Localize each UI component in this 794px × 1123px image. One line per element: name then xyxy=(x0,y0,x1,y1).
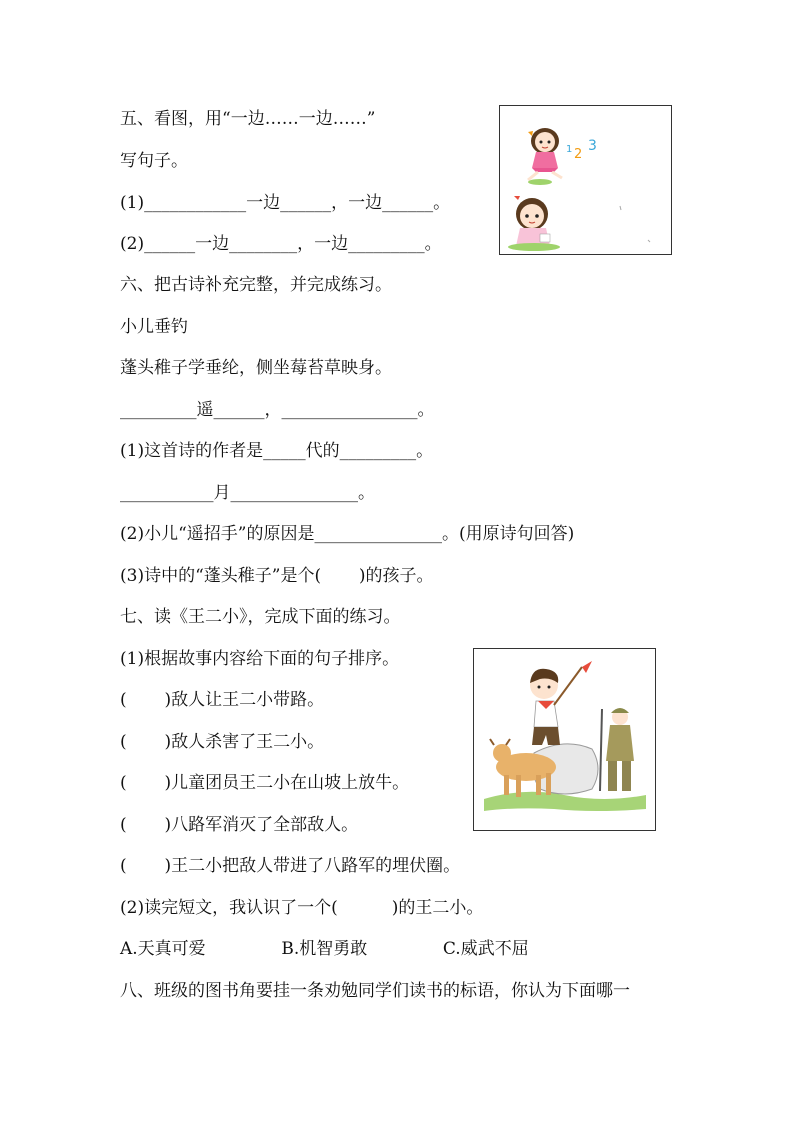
section7-title: 七、读《王二小》，完成下面的练习。 xyxy=(120,607,401,627)
section5-question1: (1)____________一边______，一边______。 xyxy=(120,193,451,213)
figure-wang-erxiao-picture xyxy=(473,648,656,831)
order-item-4: ( )八路军消灭了全部敌人。 xyxy=(120,815,359,835)
section8-title: 八、班级的图书角要挂一条劝勉同学们读书的标语，你认为下面哪一 xyxy=(120,981,630,1001)
girls-illustration xyxy=(500,106,671,254)
section6-question3: (3)诗中的“蓬头稚子”是个( )的孩子。 xyxy=(120,566,434,586)
wang-erxiao-illustration xyxy=(474,649,655,830)
poem-title: 小儿垂钓 xyxy=(120,317,188,337)
section7-question2: (2)读完短文，我认识了一个( )的王二小。 xyxy=(120,898,484,918)
order-item-3: ( )儿童团员王二小在山坡上放牛。 xyxy=(120,773,410,793)
section6-question1-line1: (1)这首诗的作者是_____代的_________。 xyxy=(120,441,434,461)
section6-question2: (2)小儿“遥招手”的原因是_______________。(用原诗句回答) xyxy=(120,524,575,544)
poem-line2: _________遥______，________________。 xyxy=(120,400,435,420)
order-item-5: ( )王二小把敌人带进了八路军的埋伏圈。 xyxy=(120,856,461,876)
section5-title-line1: 五、看图，用“一边……一边……” xyxy=(120,109,376,129)
digit-1: 1 xyxy=(566,144,573,155)
section5-title-line2: 写句子。 xyxy=(120,151,188,171)
digit-2: 2 xyxy=(574,147,583,162)
section7-options: A.天真可爱 B.机智勇敢 C.威武不屈 xyxy=(120,939,529,959)
section7-question1: (1)根据故事内容给下面的句子排序。 xyxy=(120,649,400,669)
poem-line1: 蓬头稚子学垂纶，侧坐莓苔草映身。 xyxy=(120,358,392,378)
figure-girls-picture xyxy=(499,105,672,255)
order-item-1: ( )敌人让王二小带路。 xyxy=(120,690,325,710)
section6-question1-line2: ___________月_______________。 xyxy=(120,483,375,503)
digit-3: 3 xyxy=(588,138,597,154)
section5-question2: (2)______一边________，一边_________。 xyxy=(120,234,442,254)
section6-title: 六、把古诗补充完整，并完成练习。 xyxy=(120,275,392,295)
order-item-2: ( )敌人杀害了王二小。 xyxy=(120,732,325,752)
